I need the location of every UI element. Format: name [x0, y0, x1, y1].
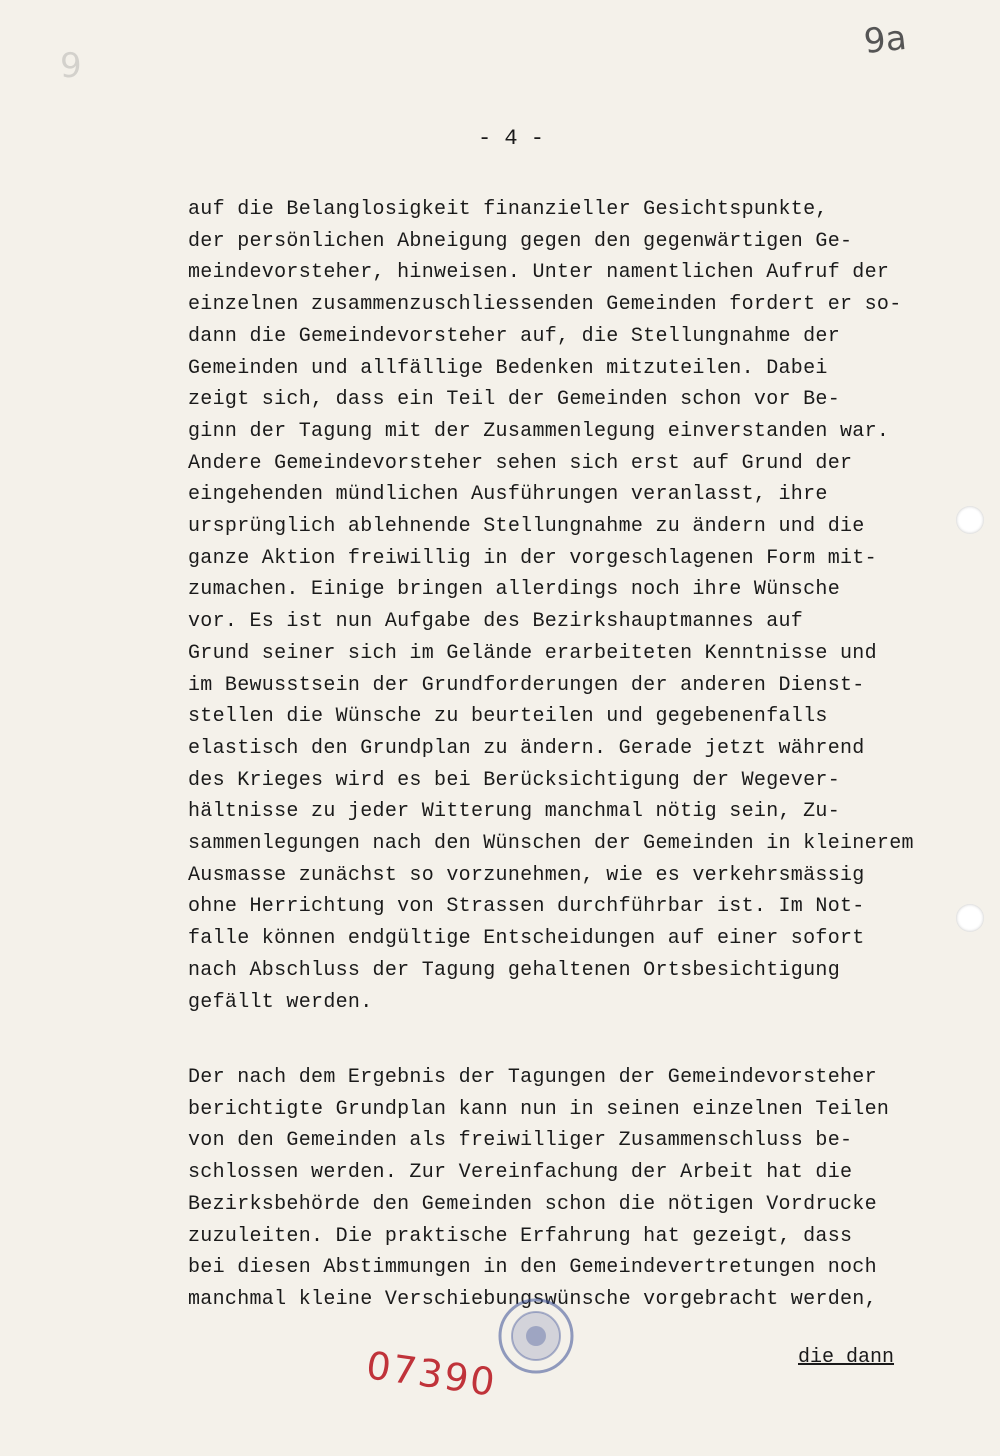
text-line: gefällt werden.: [188, 990, 373, 1014]
punch-hole: [956, 904, 984, 932]
text-line: stellen die Wünsche zu beurteilen und gegebenenfalls: [188, 705, 828, 729]
text-line: eingehenden mündlichen Ausführungen veranlasst, ihre: [188, 483, 828, 507]
text-line: auf die Belanglosigkeit finanzieller Gesichtspunkte,: [188, 198, 828, 221]
text-line: ursprünglich ablehnende Stellungnahme zu ändern und die: [188, 515, 865, 538]
text-line: des Krieges wird es bei Berücksichtigung der Wegever-: [188, 768, 841, 792]
text-line: ginn der Tagung mit der Zusammenlegung einverstanden war.: [188, 419, 890, 443]
text-line: schlossen werden. Zur Vereinfachung der Arbeit hat die: [188, 1161, 853, 1185]
text-line: hältnisse zu jeder Witterung manchmal nötig sein, Zu-: [188, 800, 841, 824]
text-line: Grund seiner sich im Gelände erarbeiteten Kenntnisse und: [188, 641, 877, 665]
folio-number: 9a: [862, 17, 909, 63]
text-line: nach Abschluss der Tagung gehaltenen Ortsbesichtigung: [188, 958, 841, 982]
text-line: elastisch den Grundplan zu ändern. Gerade jetzt während: [188, 736, 865, 760]
text-line: meindevorsteher, hinweisen. Unter namentlichen Aufruf der: [188, 261, 890, 285]
text-line: zumachen. Einige bringen allerdings noch ihre Wünsche: [188, 578, 841, 602]
text-line: von den Gemeinden als freiwilliger Zusammenschluss be-: [188, 1129, 853, 1153]
text-line: im Bewusstsein der Grundforderungen der anderen Dienst-: [188, 673, 865, 697]
text-line: Andere Gemeindevorsteher sehen sich erst auf Grund der: [188, 451, 853, 475]
text-line: dann die Gemeindevorsteher auf, die Stellungnahme der: [188, 324, 841, 348]
punch-hole: [956, 506, 984, 534]
page-number: - 4 -: [478, 126, 545, 151]
text-line: zeigt sich, dass ein Teil der Gemeinden schon vor Be-: [188, 388, 841, 412]
catchword: die dann: [798, 1346, 895, 1369]
text-line: Der nach dem Ergebnis der Tagungen der Gemeindevorsteher: [188, 1066, 877, 1089]
text-line: sammenlegungen nach den Wünschen der Gemeinden in kleinerem: [188, 832, 914, 855]
text-line: manchmal kleine Verschiebungswünsche vorgebracht werden,: [188, 1287, 877, 1311]
text-line: bei diesen Abstimmungen in den Gemeindevertretungen noch: [188, 1256, 877, 1280]
text-line: einzelnen zusammenzuschliessenden Gemeinden fordert er so-: [188, 293, 902, 317]
text-line: zuzuleiten. Die praktische Erfahrung hat gezeigt, dass: [188, 1224, 853, 1248]
text-line: Gemeinden und allfällige Bedenken mitzuteilen. Dabei: [188, 356, 828, 380]
text-line: Ausmasse zunächst so vorzunehmen, wie es verkehrsmässig: [188, 863, 865, 887]
text-line: ganze Aktion freiwillig in der vorgeschlagenen Form mit-: [188, 546, 877, 570]
archive-seal-stamp: [496, 1296, 576, 1376]
text-line: Bezirksbehörde den Gemeinden schon die nötigen Vordrucke: [188, 1192, 877, 1216]
text-line: falle können endgültige Entscheidungen auf einer sofort: [188, 927, 865, 951]
text-line: ohne Herrichtung von Strassen durchführbar ist. Im Not-: [188, 895, 865, 919]
registry-stamp-number: 07390: [363, 1343, 500, 1405]
text-line: berichtigte Grundplan kann nun in seinen einzelnen Teilen: [188, 1097, 890, 1121]
faint-pencil-mark: 9: [60, 46, 82, 86]
text-line: vor. Es ist nun Aufgabe des Bezirkshauptmannes auf: [188, 610, 804, 634]
text-line: der persönlichen Abneigung gegen den gegenwärtigen Ge-: [188, 229, 853, 253]
